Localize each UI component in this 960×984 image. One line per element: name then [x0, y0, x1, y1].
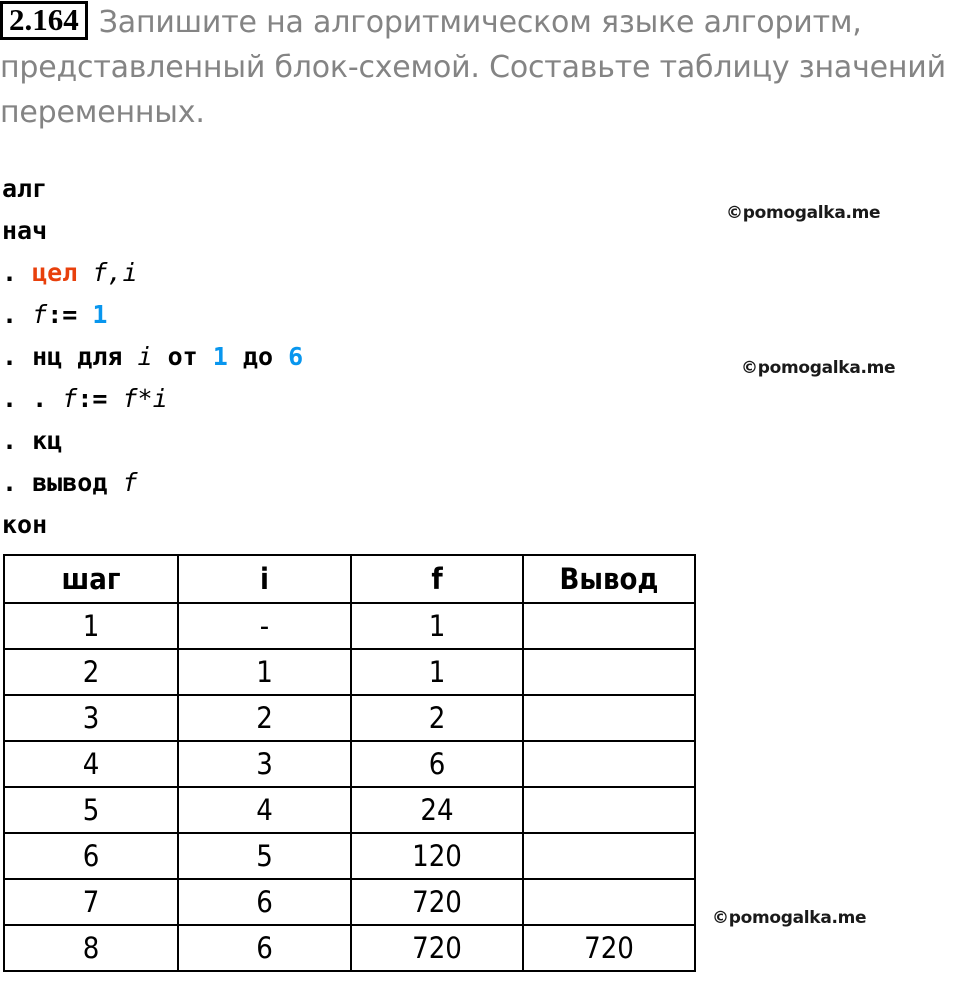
table-cell: 4 [4, 741, 178, 787]
code-token-plain [17, 468, 32, 497]
code-token-plain [107, 384, 122, 413]
table-cell [523, 649, 695, 695]
table-row [4, 649, 695, 695]
table-cell: 6 [178, 879, 351, 925]
table-cell: 5 [4, 787, 178, 833]
code-token-plain [153, 342, 168, 371]
table-cell: 1 [178, 649, 351, 695]
prompt-line-3: переменных. [0, 95, 205, 130]
code-token-plain [17, 342, 32, 371]
code-line [2, 210, 562, 252]
table-cell: 4 [178, 787, 351, 833]
table-header-f: f [351, 555, 523, 603]
code-token-num: 1 [212, 342, 228, 371]
code-token-dot: . [2, 384, 18, 413]
table-cell: 2 [351, 695, 523, 741]
table-cell: 6 [178, 925, 351, 971]
table-cell: 3 [4, 695, 178, 741]
table-cell: 720 [523, 925, 695, 971]
code-token-plain [17, 300, 32, 329]
code-token-dot: . [2, 258, 18, 287]
table-cell: 2 [4, 649, 178, 695]
algorithm-code-block [2, 168, 562, 546]
code-token-plain [17, 426, 32, 455]
prompt-line-2: представленный блок-схемой. Составьте таблицу значений [0, 50, 946, 85]
exercise-number-box [0, 1, 88, 40]
code-token-plain [47, 384, 62, 413]
code-token-num: 1 [92, 300, 108, 329]
code-token-kw: до [242, 342, 274, 371]
table-cell: 1 [4, 603, 178, 649]
code-token-plain [107, 468, 122, 497]
table-row [4, 741, 695, 787]
table-cell: - [178, 603, 351, 649]
table-cell [523, 833, 695, 879]
code-token-num: 6 [288, 342, 304, 371]
table-row [4, 879, 695, 925]
code-token-kw: вывод [32, 468, 108, 497]
code-token-kw: кц [32, 426, 63, 455]
task-statement [0, 0, 960, 135]
table-cell [523, 695, 695, 741]
code-token-dot: . [2, 342, 18, 371]
table-cell: 6 [4, 833, 178, 879]
prompt-line-1 [0, 0, 960, 45]
table-cell [523, 879, 695, 925]
variable-trace-table [3, 554, 696, 972]
table-row [4, 603, 695, 649]
table-cell: 7 [4, 879, 178, 925]
code-token-plain [77, 300, 92, 329]
code-token-plain [17, 258, 32, 287]
watermark-middle: ©pomogalka.me [741, 358, 896, 378]
table-row [4, 695, 695, 741]
code-token-plain [17, 384, 32, 413]
code-token-kw: := [47, 300, 78, 329]
code-line [2, 504, 562, 546]
code-token-var: i [137, 342, 153, 371]
code-line [2, 378, 562, 420]
table-cell [523, 603, 695, 649]
table-cell [523, 787, 695, 833]
code-token-plain [273, 342, 288, 371]
prompt-text-1: Запишите на алгоритмическом языке алгоритм, [98, 5, 862, 40]
table-cell: 6 [351, 741, 523, 787]
code-token-plain [122, 342, 137, 371]
code-token-dot: . [2, 300, 18, 329]
code-token-dot: . [2, 468, 18, 497]
code-line [2, 252, 562, 294]
table-cell [523, 741, 695, 787]
code-line [2, 294, 562, 336]
code-token-dot: . [2, 426, 18, 455]
watermark-bottom: ©pomogalka.me [712, 908, 867, 928]
table-cell: 720 [351, 879, 523, 925]
code-line [2, 168, 562, 210]
code-token-plain [198, 342, 213, 371]
code-token-var: f [62, 384, 78, 413]
code-token-var: f,i [92, 258, 138, 287]
code-token-kw-type: цел [32, 258, 78, 287]
code-token-var: f*i [122, 384, 168, 413]
table-row [4, 833, 695, 879]
table-header-i: i [178, 555, 351, 603]
code-line [2, 462, 562, 504]
watermark-top: ©pomogalka.me [726, 203, 881, 223]
table-cell: 120 [351, 833, 523, 879]
table-cell: 720 [351, 925, 523, 971]
table-cell: 1 [351, 603, 523, 649]
table-cell: 1 [351, 649, 523, 695]
code-token-kw: нач [2, 216, 48, 245]
code-line [2, 420, 562, 462]
code-token-kw: нц для [32, 342, 123, 371]
code-token-kw: кон [2, 510, 48, 539]
table-header-output: Вывод [523, 555, 695, 603]
code-token-plain [228, 342, 243, 371]
code-token-plain [77, 258, 92, 287]
table-header-step: шаг [4, 555, 178, 603]
table-cell: 2 [178, 695, 351, 741]
table-cell: 3 [178, 741, 351, 787]
table-header-row [4, 555, 695, 603]
code-token-kw: от [167, 342, 198, 371]
code-token-kw: := [77, 384, 108, 413]
code-token-var: f [32, 300, 48, 329]
code-token-kw: алг [2, 174, 48, 203]
table-cell: 5 [178, 833, 351, 879]
table-row [4, 787, 695, 833]
code-line [2, 336, 562, 378]
table-row [4, 925, 695, 971]
code-token-var: f [122, 468, 138, 497]
table-cell: 8 [4, 925, 178, 971]
exercise-number: 2.164 [9, 2, 79, 37]
table-cell: 24 [351, 787, 523, 833]
code-token-dot: . [32, 384, 48, 413]
